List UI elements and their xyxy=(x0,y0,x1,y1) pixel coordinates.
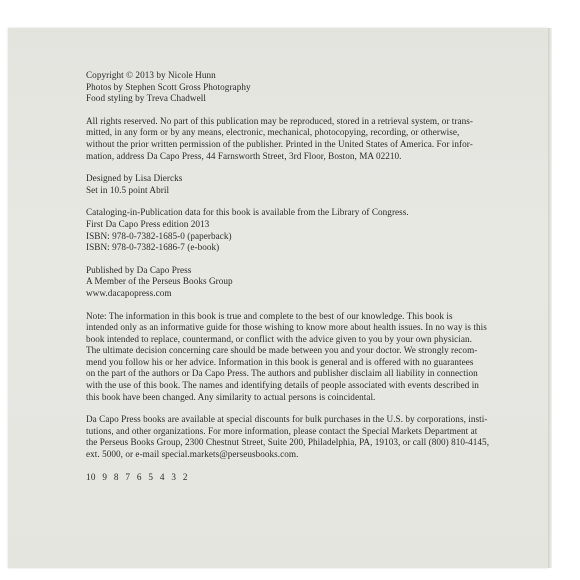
sales-line: tutions, and other organizations. For more information, please contact the Special Markets Department at xyxy=(86,425,478,436)
food-styling-line: Food styling by Treva Chadwell xyxy=(86,93,206,104)
publisher-block xyxy=(86,265,546,300)
publisher-line: Published by Da Capo Press xyxy=(86,264,192,275)
cataloging-block xyxy=(86,207,546,253)
photo-credit-line: Photos by Stephen Scott Gross Photography xyxy=(86,81,251,92)
publisher-group-line: A Member of the Perseus Books Group xyxy=(86,276,233,287)
sales-line: ext. 5000, or e-mail special.markets@perseusbooks.com. xyxy=(86,449,299,460)
note-line: mend you follow his or her advice. Information in this book is general and is offered with no guarantees xyxy=(86,356,474,367)
note-block xyxy=(86,311,546,404)
rights-line: mation, address Da Capo Press, 44 Farnsworth Street, 3rd Floor, Boston, MA 02210. xyxy=(86,150,402,161)
note-line: with the use of this book. The names and identifying details of people associated with events described in xyxy=(86,380,479,391)
page-edge xyxy=(548,28,552,568)
note-line: intended only as an informative guide for those wishing to know more about health issues. In no way is this xyxy=(86,322,487,333)
note-line: on the part of the authors or Da Capo Press. The authors and publisher disclaim all liability in connection xyxy=(86,368,478,379)
rights-line: mitted, in any form or by any means, electronic, mechanical, photocopying, recording, or otherwise, xyxy=(86,127,460,138)
note-line: book intended to replace, countermand, or conflict with the advice given to you by your own physician. xyxy=(86,333,473,344)
edition-line: First Da Capo Press edition 2013 xyxy=(86,218,210,229)
sales-block xyxy=(86,414,546,460)
note-line: Note: The information in this book is true and complete to the best of our knowledge. This book is xyxy=(86,310,453,321)
copyright-block xyxy=(86,70,546,105)
rights-line: All rights reserved. No part of this publication may be reproduced, stored in a retrieval system, or trans- xyxy=(86,115,474,126)
sales-line: the Perseus Books Group, 2300 Chestnut Street, Suite 200, Philadelphia, PA, 19103, or call (800) 810-4145, xyxy=(86,437,490,448)
copyright-page-text xyxy=(86,70,546,494)
sales-line: Da Capo Press books are available at special discounts for bulk purchases in the U.S. by corporations, insti- xyxy=(86,414,488,425)
isbn-ebook-line: ISBN: 978-0-7382-1686-7 (e-book) xyxy=(86,242,220,253)
typeface-line: Set in 10.5 point Abril xyxy=(86,184,170,195)
rights-block xyxy=(86,116,546,162)
printing-number-line: 10 9 8 7 6 5 4 3 2 xyxy=(86,471,188,482)
design-block xyxy=(86,173,546,196)
note-line: The ultimate decision concerning care should be made between you and your doctor. We strongly recom- xyxy=(86,345,478,356)
cip-line: Cataloging-in-Publication data for this book is available from the Library of Congress. xyxy=(86,207,409,218)
isbn-paperback-line: ISBN: 978-0-7382-1685-0 (paperback) xyxy=(86,230,232,241)
rights-line: without the prior written permission of the publisher. Printed in the United States of America. For infor- xyxy=(86,138,473,149)
designer-line: Designed by Lisa Diercks xyxy=(86,173,183,184)
publisher-website-line: www.dacapopress.com xyxy=(86,287,172,298)
copyright-line: Copyright © 2013 by Nicole Hunn xyxy=(86,70,216,80)
note-line: this book have been changed. Any similarity to actual persons is coincidental. xyxy=(86,391,376,402)
